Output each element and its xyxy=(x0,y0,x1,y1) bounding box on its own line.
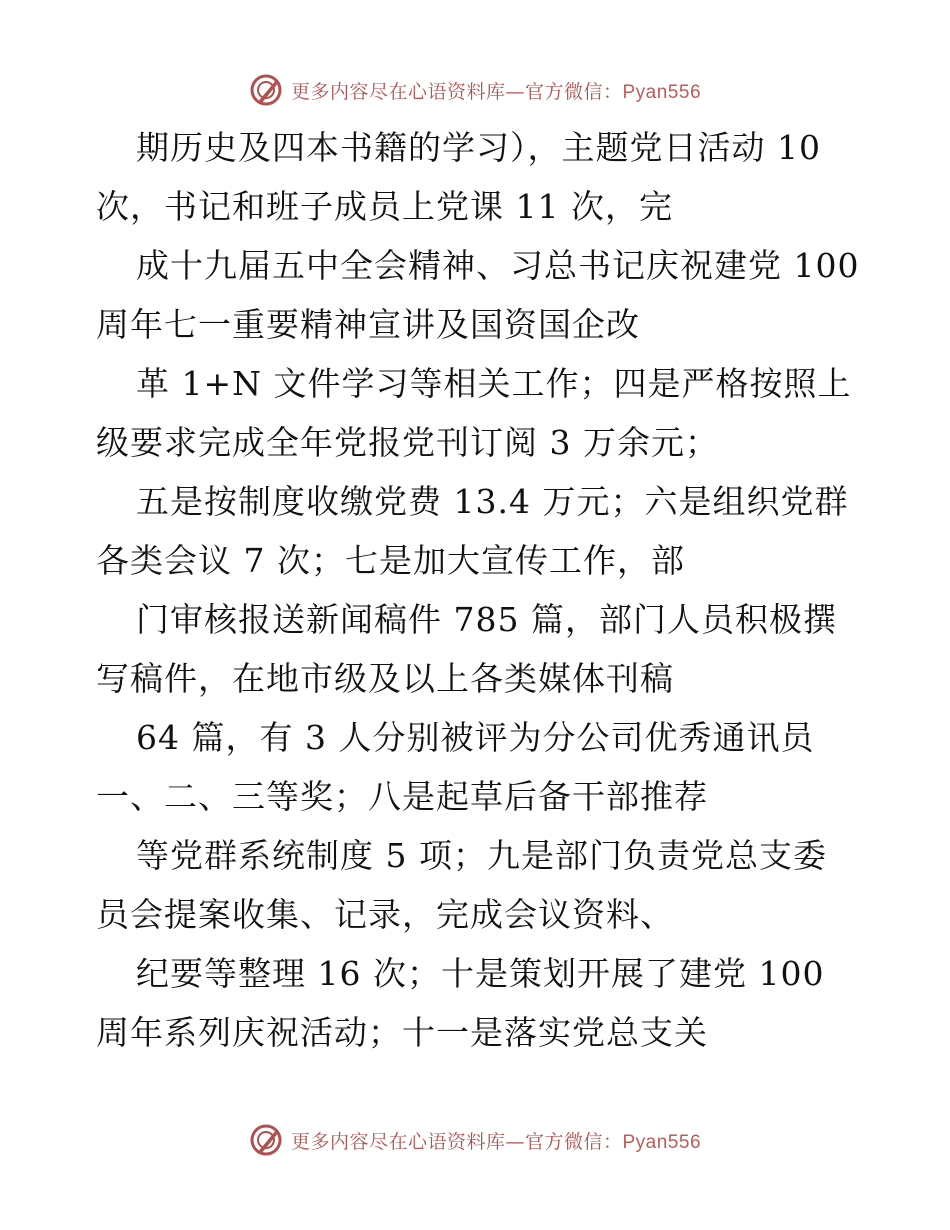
text-line: 革 1+N 文件学习等相关工作；四是严格按照上 xyxy=(136,364,852,403)
text-line: 64 篇，有 3 人分别被评为分公司优秀通讯员 xyxy=(136,718,815,757)
text-line: 周年七一重要精神宣讲及国资国企改 xyxy=(96,305,640,344)
text-line: 五是按制度收缴党费 13.4 万元；六是组织党群 xyxy=(136,482,849,521)
text-line: 各类会议 7 次；七是加大宣传工作，部 xyxy=(96,541,685,580)
text-line: 写稿件，在地市级及以上各类媒体刊稿 xyxy=(96,659,674,698)
text-line: 成十九届五中全会精神、习总书记庆祝建党 100 xyxy=(136,246,860,285)
text-line: 门审核报送新闻稿件 785 篇，部门人员积极撰 xyxy=(136,600,837,639)
text-line: 期历史及四本书籍的学习），主题党日活动 10 xyxy=(136,128,821,167)
text-line: 级要求完成全年党报党刊订阅 3 万余元； xyxy=(96,423,719,462)
text-line: 员会提案收集、记录，完成会议资料、 xyxy=(96,895,674,934)
body-text xyxy=(96,118,876,1062)
text-line: 纪要等整理 16 次；十是策划开展了建党 100 xyxy=(136,954,825,993)
text-line: 一、二、三等奖；八是起草后备干部推荐 xyxy=(96,777,708,816)
text-line: 次，书记和班子成员上党课 11 次，完 xyxy=(96,187,673,226)
quill-logo-icon xyxy=(249,73,283,107)
text-line: 等党群系统制度 5 项；九是部门负责党总支委 xyxy=(136,836,827,875)
footer-watermark-text: 更多内容尽在心语资料库—官方微信：Pyan556 xyxy=(290,1130,702,1153)
footer-watermark-banner xyxy=(0,1118,950,1162)
header-watermark-text: 更多内容尽在心语资料库—官方微信：Pyan556 xyxy=(290,80,702,103)
header-watermark-banner xyxy=(0,68,950,112)
text-line: 周年系列庆祝活动；十一是落实党总支关 xyxy=(96,1013,708,1052)
quill-logo-icon xyxy=(249,1123,283,1157)
